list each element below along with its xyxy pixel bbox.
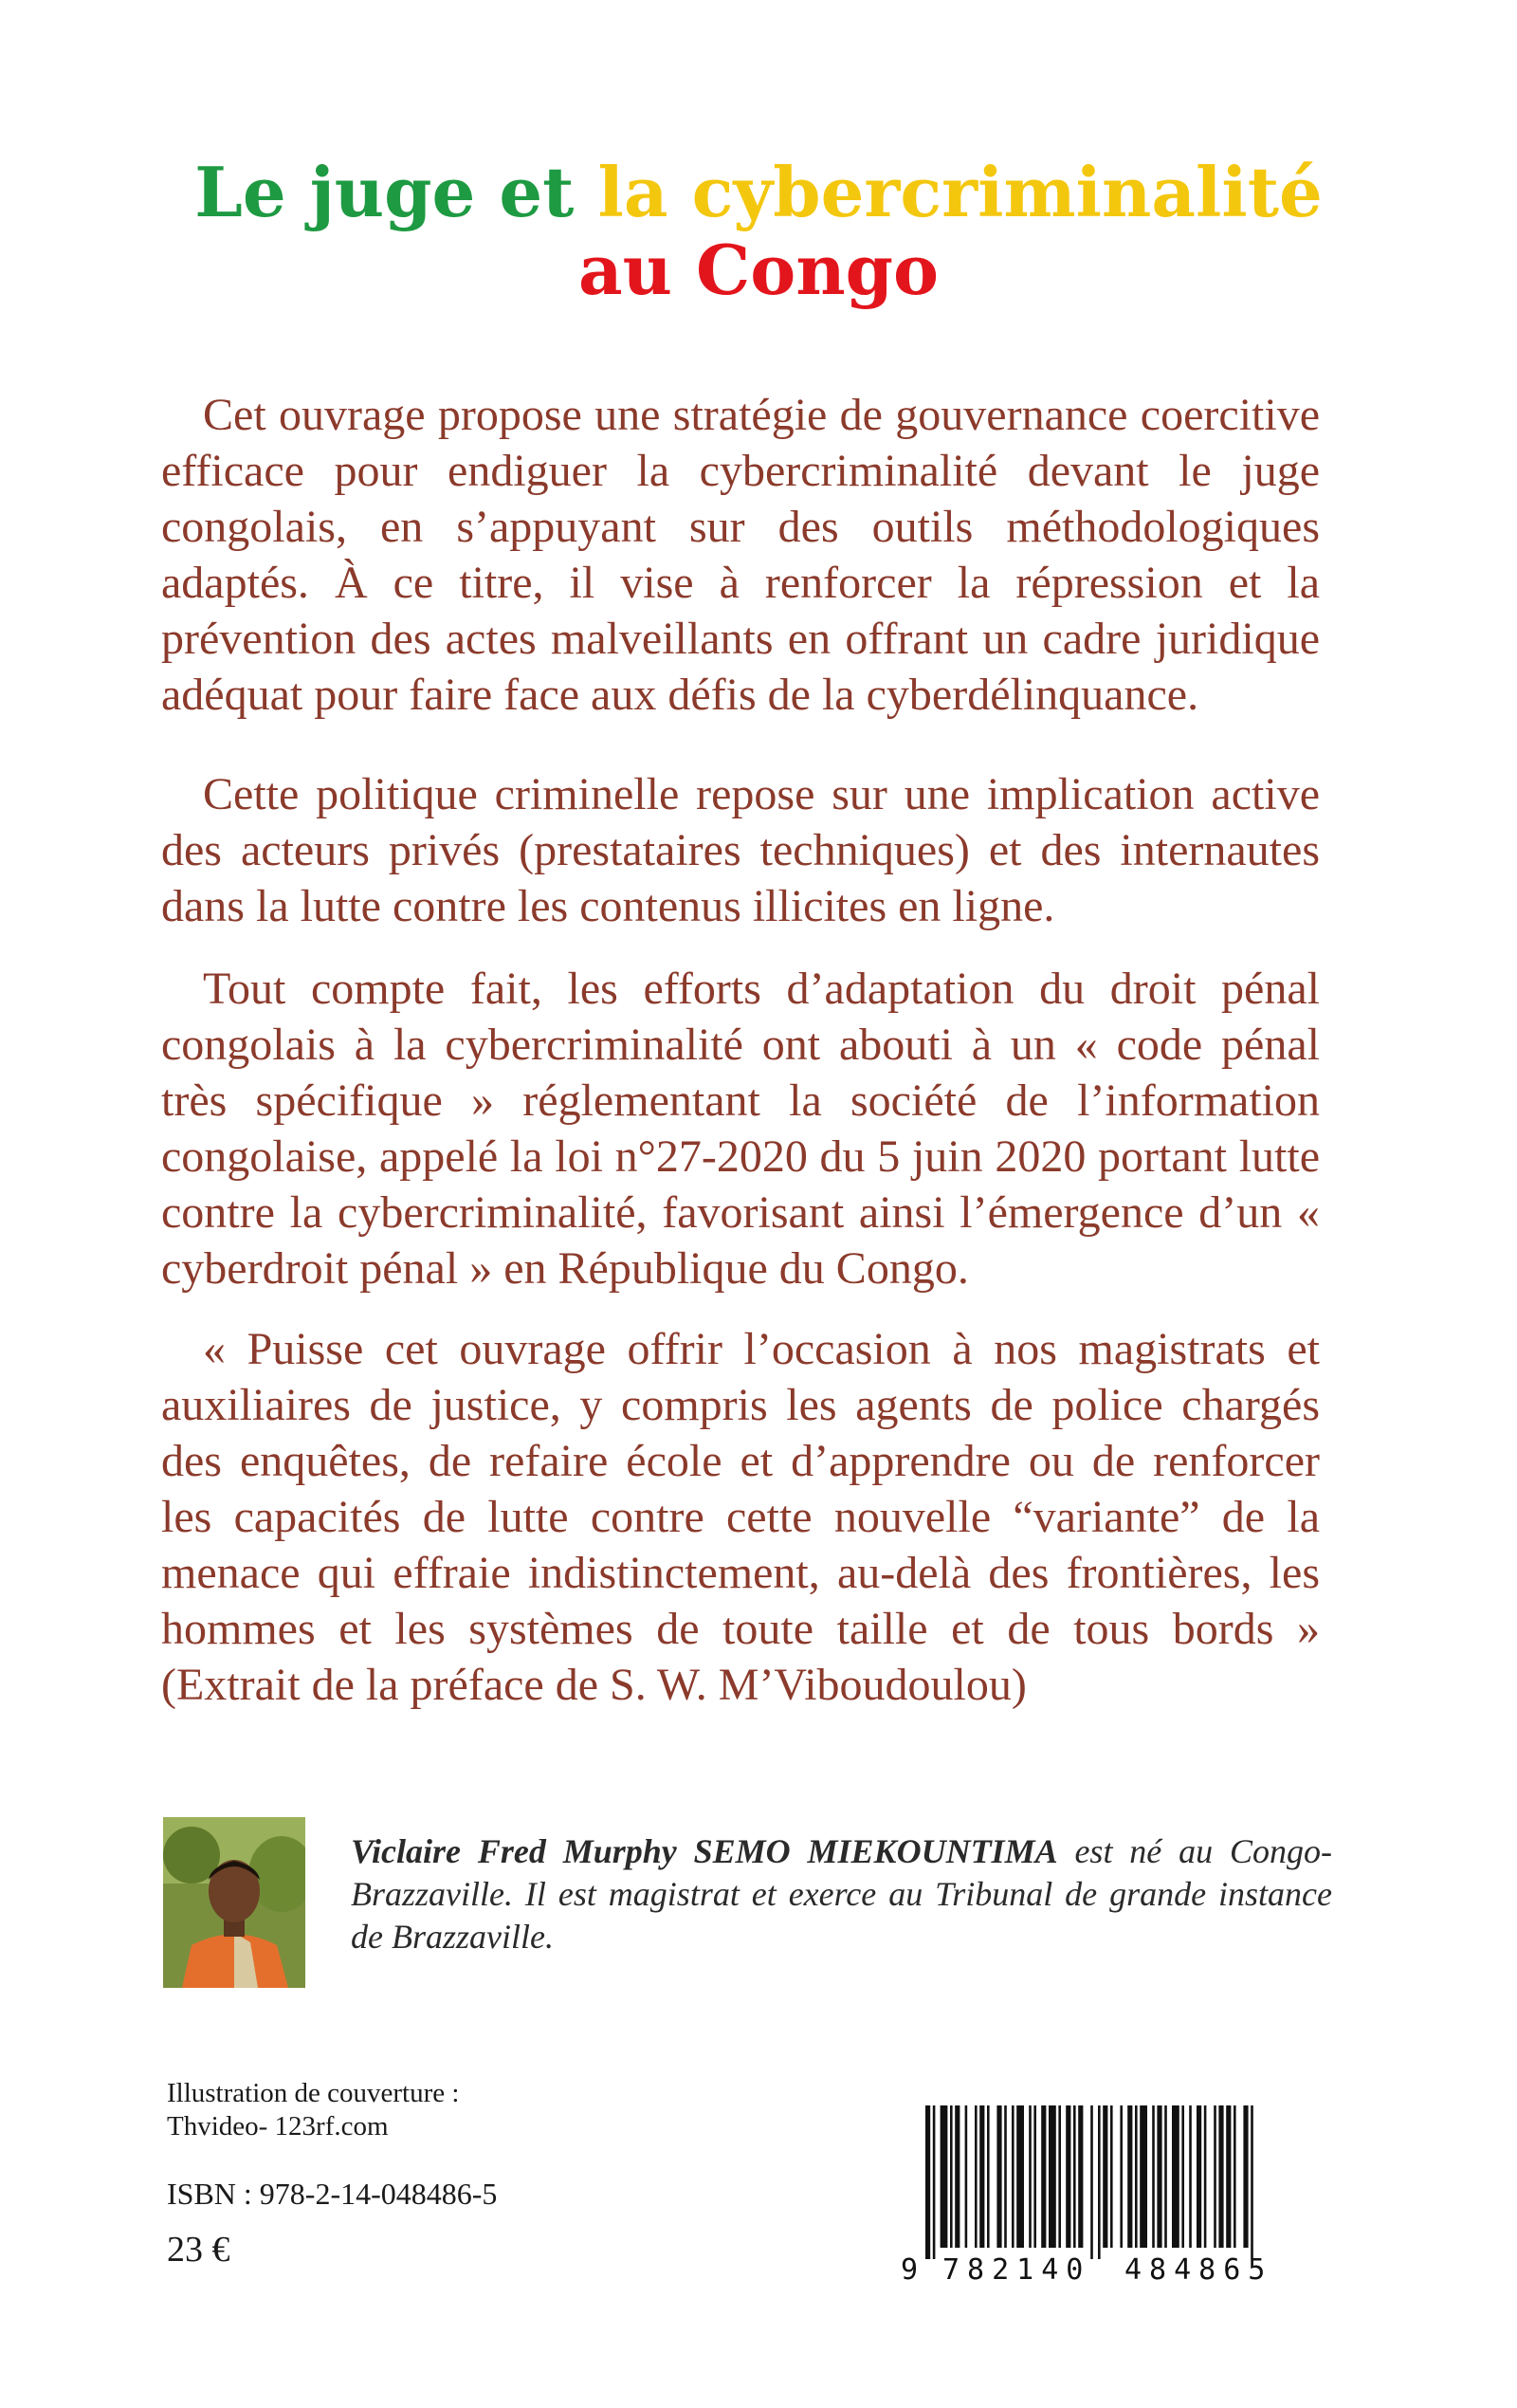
barcode-bar bbox=[1098, 2105, 1101, 2259]
price: 23 € bbox=[167, 2230, 230, 2270]
blurb-paragraph-3: Tout compte fait, les efforts d’adaptation du droit pénal congolais à la cybercriminalité ont abouti à un « code pénal très spécifique » réglementant la société de l’information congolaise, appelé la loi n°27-2020 du 5 juin 2020 portant lutte contre la cybercriminalité, favorisant ainsi l’émergence d’un « cyberdroit pénal » en République du Congo. bbox=[161, 964, 1320, 1294]
credit-line-1: Illustration de couverture : bbox=[167, 2078, 460, 2108]
author-photo bbox=[163, 1817, 305, 1988]
barcode-bar bbox=[1214, 2105, 1216, 2248]
barcode-bar bbox=[1164, 2105, 1167, 2248]
barcode-bar bbox=[1189, 2105, 1192, 2248]
barcode-bar bbox=[1197, 2105, 1201, 2248]
barcode-bar bbox=[1204, 2105, 1207, 2248]
blurb-paragraph-2: Cette politique criminelle repose sur une implication active des acteurs privés (prestataires techniques) et des internautes dans la lutte contre les contenus illicites en ligne. bbox=[161, 769, 1320, 931]
book-title-line-1 bbox=[0, 150, 1517, 235]
barcode-bar bbox=[1058, 2105, 1061, 2248]
barcode-bar bbox=[1234, 2105, 1236, 2248]
barcode-bar bbox=[1135, 2105, 1138, 2248]
barcode-bar bbox=[1218, 2105, 1223, 2248]
credit-line-2: Thvideo- 123rf.com bbox=[167, 2111, 389, 2141]
isbn: ISBN : 978-2-14-048486-5 bbox=[167, 2177, 498, 2211]
barcode-first-digit: 9 bbox=[901, 2253, 919, 2284]
barcode-bar bbox=[1152, 2105, 1155, 2248]
barcode-bar bbox=[1004, 2105, 1007, 2248]
barcode-bar bbox=[1172, 2105, 1179, 2248]
barcode-bar bbox=[1090, 2105, 1093, 2259]
title-part-yellow: la cybercriminalité bbox=[597, 152, 1323, 232]
blurb-paragraph-4: « Puisse cet ouvrage offrir l’occasion à nos magistrats et auxiliaires de justice, y compris les agents de police chargés des enquêtes, de refaire école et d’apprendre ou de renforcer les capacités de lutte contre cette nouvelle “variante” de la menace qui effraie indistinctement, au-delà des frontières, les hommes et les systèmes de toute taille et de tous bords » (Extrait de la préface de S. W. M’Viboudoulou) bbox=[161, 1324, 1320, 1710]
author-bio bbox=[351, 1830, 1332, 1958]
barcode-bar bbox=[1120, 2105, 1123, 2248]
author-bio-text: est né au Congo-Brazzaville. Il est magistrat et exerce au Tribunal de grande instance de Brazzaville. bbox=[351, 1832, 1333, 1956]
author-name: Viclaire Fred Murphy SEMO MIEKOUNTIMA bbox=[351, 1832, 1058, 1870]
barcode-bar bbox=[1049, 2105, 1056, 2248]
barcode-bar bbox=[1041, 2105, 1046, 2248]
blurb-paragraph-1: Cet ouvrage propose une stratégie de gouvernance coercitive efficace pour endiguer la cybercriminalité devant le juge congolais, en s’appuyant sur des outils méthodologiques adaptés. À ce titre, il vise à renforcer la répression et la prévention des actes malveillants en offrant un cadre juridique adéquat pour faire face aux défis de la cyberdélinquance. bbox=[161, 390, 1320, 720]
barcode-bar bbox=[1140, 2105, 1147, 2248]
barcode-bar bbox=[950, 2105, 953, 2248]
barcode-bar bbox=[933, 2105, 936, 2259]
barcode-bar bbox=[1181, 2105, 1184, 2248]
barcode-bar bbox=[1033, 2105, 1036, 2248]
barcode-bar bbox=[1243, 2105, 1248, 2248]
barcode-bar bbox=[979, 2105, 984, 2248]
barcode-bar bbox=[955, 2105, 960, 2248]
barcode-bar bbox=[987, 2105, 990, 2248]
barcode-bar bbox=[1078, 2105, 1083, 2248]
cover-illustration-credit bbox=[167, 2077, 459, 2143]
barcode-bar bbox=[1103, 2105, 1107, 2248]
barcode-left-group: 782140 bbox=[942, 2253, 1091, 2284]
barcode-bar bbox=[1127, 2105, 1132, 2248]
barcode-bar bbox=[1073, 2105, 1076, 2248]
barcode-bar bbox=[975, 2105, 978, 2248]
barcode-bar bbox=[1029, 2105, 1032, 2248]
barcode-bar bbox=[1110, 2105, 1113, 2248]
barcode-bar bbox=[996, 2105, 1001, 2248]
barcode-bar bbox=[1016, 2105, 1024, 2248]
barcode-bar bbox=[1012, 2105, 1014, 2248]
barcode-bar bbox=[1066, 2105, 1070, 2248]
barcode-right-group: 484865 bbox=[1124, 2253, 1273, 2284]
barcode-bar bbox=[1226, 2105, 1231, 2248]
barcode-bar bbox=[1157, 2105, 1161, 2248]
title-part-green: Le juge et bbox=[194, 152, 575, 232]
barcode-bar bbox=[925, 2105, 930, 2259]
barcode-bar bbox=[941, 2105, 948, 2248]
barcode-bar bbox=[1251, 2105, 1253, 2259]
barcode-bar bbox=[965, 2105, 968, 2248]
book-title-line-2: au Congo bbox=[577, 230, 940, 310]
barcode bbox=[891, 2105, 1310, 2284]
